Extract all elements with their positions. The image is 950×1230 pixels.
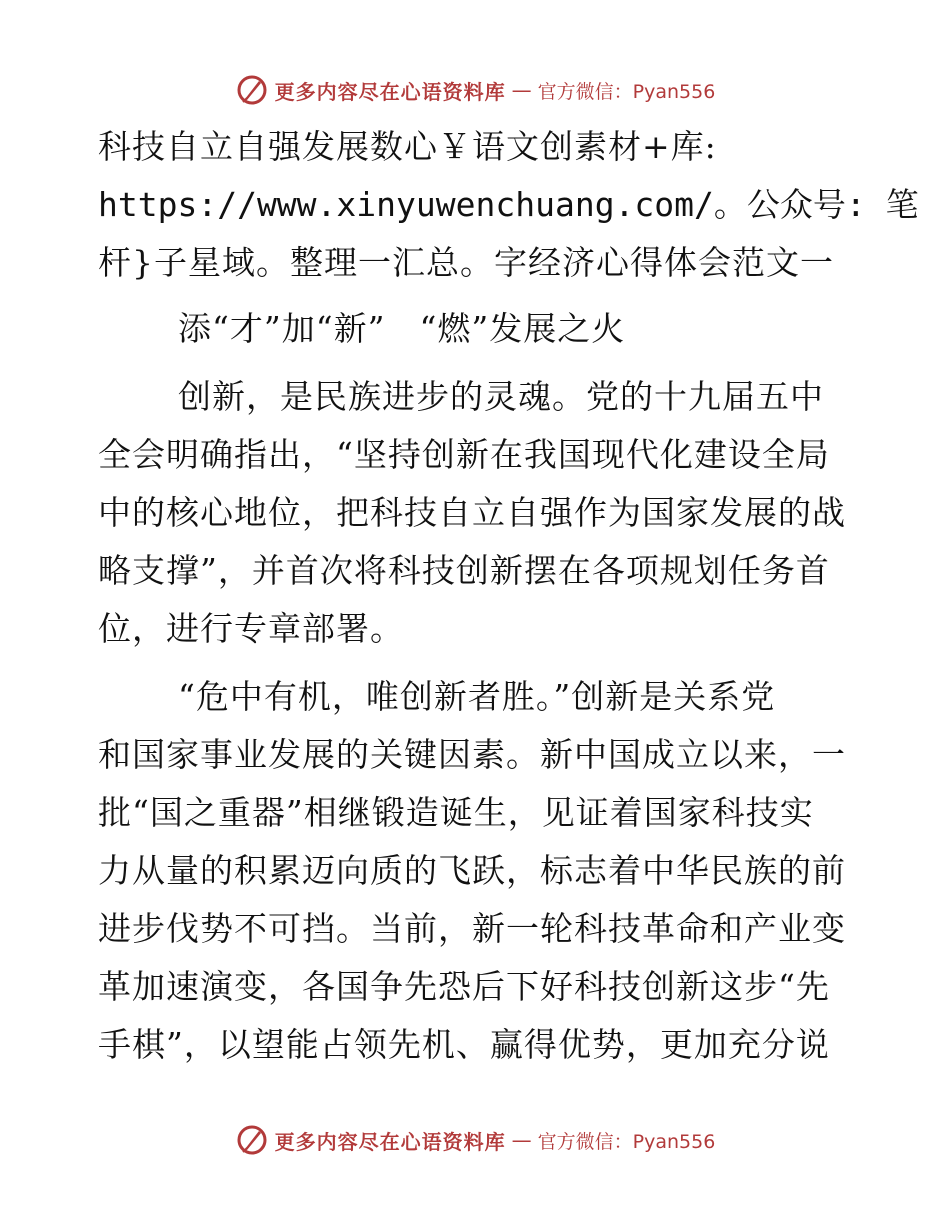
paragraph-line: 略支撑”，并首次将科技创新摆在各项规划任务首: [98, 551, 830, 590]
article-title: 添“才”加“新” “燃”发展之火: [178, 309, 626, 348]
intro-line-1: 科技自立自强发展数心￥语文创素材+库:: [98, 127, 717, 166]
watermark-separator: —: [511, 1128, 532, 1152]
paragraph-2: [98, 668, 858, 1074]
watermark-text: 更多内容尽在心语资料库: [274, 1129, 506, 1154]
paragraph-line: “危中有机，唯创新者胜。”创新是关系党: [178, 677, 776, 716]
watermark-wechat: 官方微信：Pyan556: [537, 80, 716, 103]
paragraph-line: 中的核心地位，把科技自立自强作为国家发展的战: [98, 493, 846, 532]
paragraph-1: [98, 368, 858, 658]
paragraph-line: 位，进行专章部署。: [98, 609, 404, 648]
intro-line-3: 杆}子星域。整理一汇总。字经济心得体会范文一: [98, 243, 834, 282]
header-watermark: [0, 70, 950, 110]
paragraph-line: 和国家事业发展的关键因素。新中国成立以来，一: [98, 735, 846, 774]
document-body: [98, 118, 919, 1074]
paragraph-line: 创新，是民族进步的灵魂。党的十九届五中: [178, 377, 824, 416]
paragraph-line: 力从量的积累迈向质的飞跃，标志着中华民族的前: [98, 851, 846, 890]
quill-logo-icon: [235, 73, 269, 107]
footer-watermark: [0, 1120, 950, 1160]
watermark-wechat: 官方微信：Pyan556: [537, 1130, 716, 1153]
paragraph-line: 革加速演变，各国争先恐后下好科技创新这步“先: [98, 967, 830, 1006]
watermark-separator: —: [511, 78, 532, 102]
watermark-text: 更多内容尽在心语资料库: [274, 79, 506, 104]
paragraph-line: 手棋”，以望能占领先机、赢得优势，更加充分说: [98, 1025, 830, 1064]
paragraph-line: 批“国之重器”相继锻造诞生，见证着国家科技实: [98, 793, 814, 832]
paragraph-line: 全会明确指出，“坚持创新在我国现代化建设全局: [98, 435, 830, 474]
intro-line-2: https://www.xinyuwenchuang.com/。公众号: 笔: [98, 185, 919, 224]
quill-logo-icon: [235, 1123, 269, 1157]
paragraph-line: 进步伐势不可挡。当前，新一轮科技革命和产业变: [98, 909, 846, 948]
